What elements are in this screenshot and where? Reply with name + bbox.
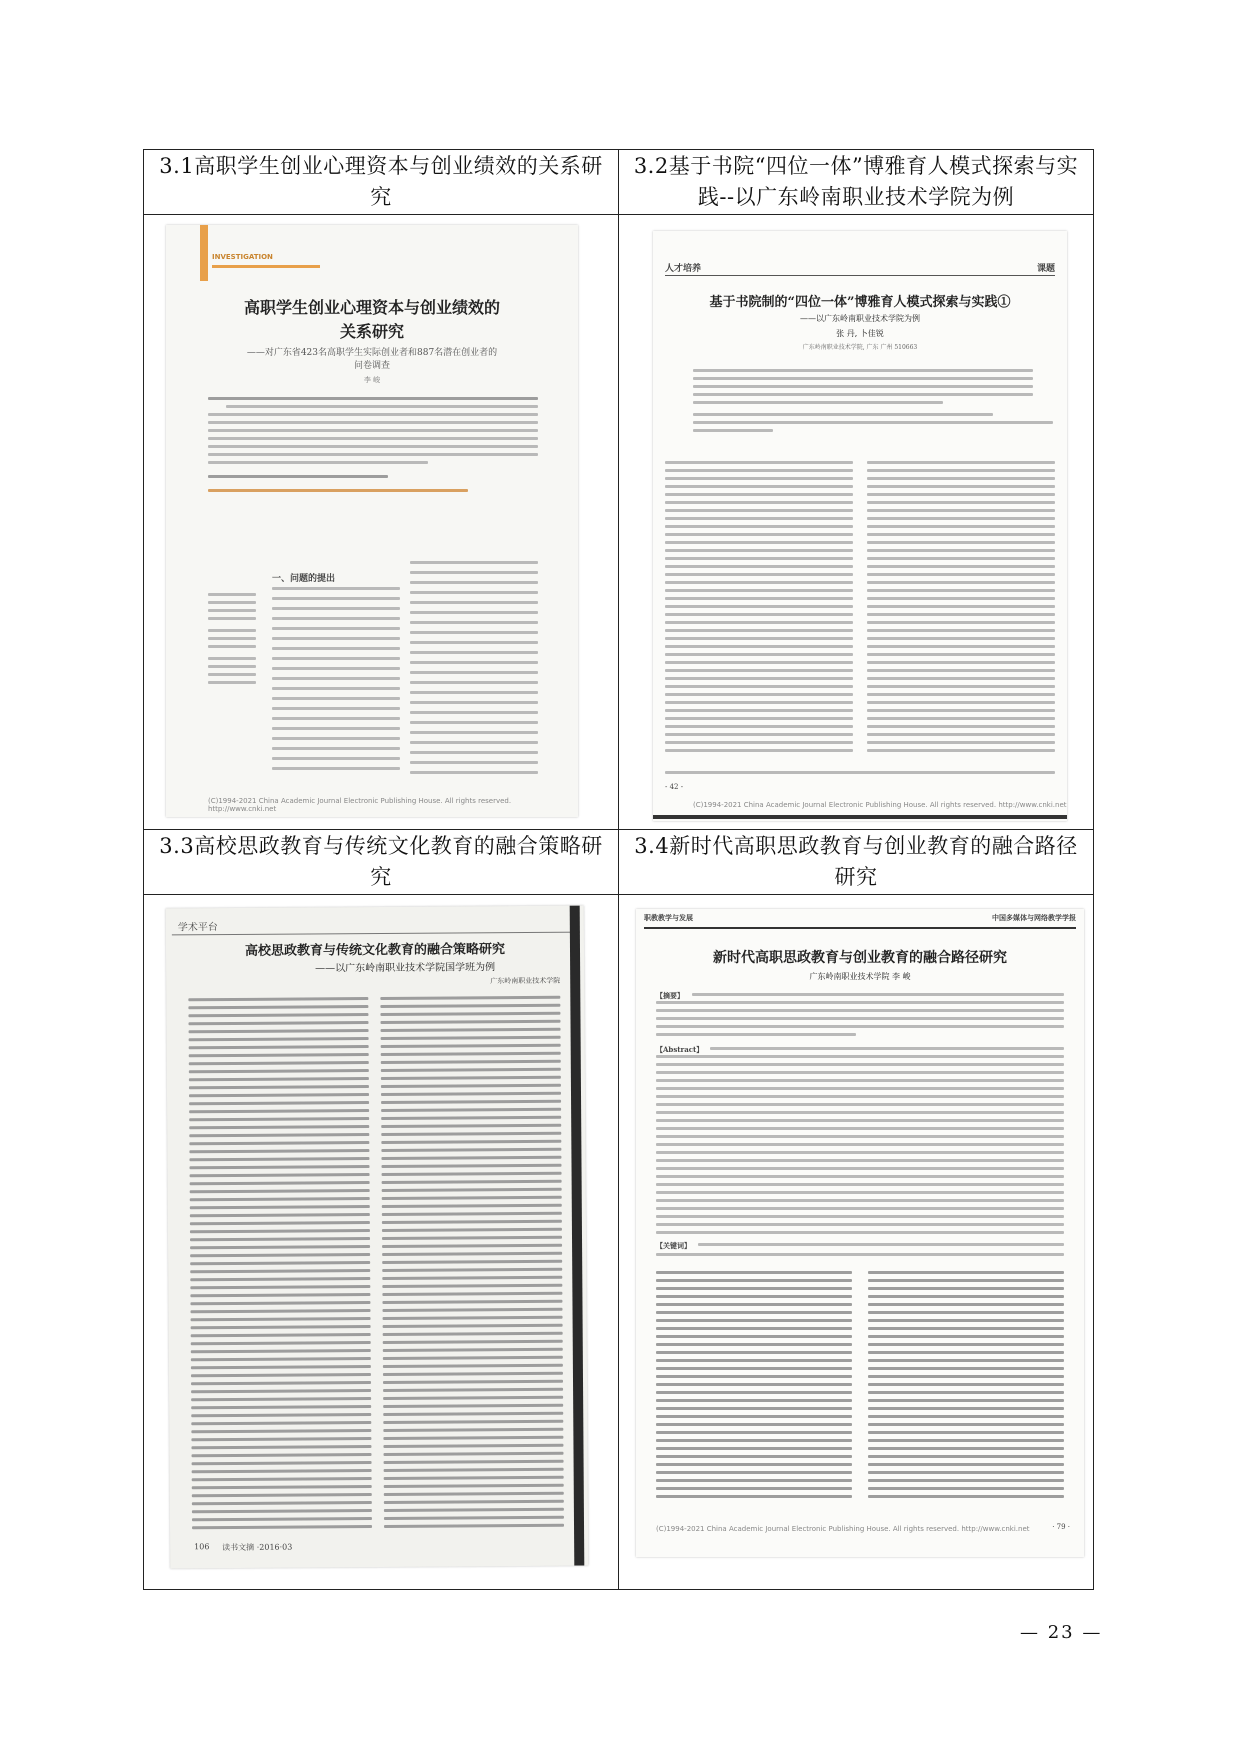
copyright-footer: (C)1994-2021 China Academic Journal Electronic Publishing House. All rights reserved. http://www.cnki.net (693, 801, 1067, 809)
article-thumbnail-1 (166, 225, 578, 817)
section-tag: INVESTIGATION (212, 253, 273, 261)
abstract-en-label: 【Abstract】 (656, 1045, 704, 1054)
copyright-footer: (C)1994-2021 China Academic Journal Electronic Publishing House. All rights reserved. http://www.cnki.net (656, 1525, 1030, 1533)
journal-name: 读书文摘 ·2016·03 (222, 1542, 293, 1553)
article-affiliation: 广东岭南职业技术学院, 广东 广州 510663 (802, 344, 918, 351)
article-thumbnail-2 (653, 231, 1067, 821)
article-affiliation: 广东岭南职业技术学院 (490, 976, 561, 986)
article-subtitle-line2: 问卷调查 (353, 361, 390, 371)
image-cell-3 (144, 895, 619, 1590)
article-thumbnail-3 (166, 906, 589, 1569)
column-tag: 学术平台 (177, 922, 218, 934)
page-number-thumb: · 79 · (1052, 1523, 1070, 1531)
article-title: 基于书院制的“四位一体”博雅育人模式探索与实践① (709, 295, 1011, 310)
article-title: 新时代高职思政教育与创业教育的融合路径研究 (713, 950, 1007, 966)
keywords-label: 【关键词】 (656, 1241, 691, 1250)
image-cell-4 (619, 895, 1094, 1590)
article-subtitle: ——以广东岭南职业技术学院为例 (800, 314, 920, 323)
page-number: — 23 — (1020, 1622, 1103, 1643)
image-cell-1 (144, 215, 619, 830)
article-subtitle-line1: ——对广东省423名高职学生实际创业者和887名潜在创业者的 (246, 348, 498, 358)
article-subtitle: ——以广东岭南职业技术学院国学班为例 (315, 962, 496, 975)
article-author: 李 峻 (363, 376, 381, 384)
caption-cell-4: 3.4新时代高职思政教育与创业教育的融合路径研究 (619, 830, 1094, 895)
header-right: 课题 (1036, 264, 1055, 274)
article-author-line: 广东岭南职业技术学院 李 峻 (809, 972, 911, 981)
journal-page-left: 106 (194, 1542, 210, 1552)
copyright-footer: (C)1994-2021 China Academic Journal Electronic Publishing House. All rights reserved. http://www.cnki.net (208, 797, 512, 813)
article-authors: 张 丹, 卜佳锐 (836, 329, 884, 338)
article-thumbnail-4 (636, 909, 1084, 1557)
header-left: 人才培养 (665, 264, 702, 274)
section-heading: 一、问题的提出 (272, 574, 336, 584)
image-cell-2 (619, 215, 1094, 830)
page-number-thumb: - 42 - (665, 783, 684, 791)
article-title-line1: 高职学生创业心理资本与创业绩效的 (243, 298, 500, 317)
header-left: 职教教学与发展 (644, 913, 693, 922)
article-title: 高校思政教育与传统文化教育的融合策略研究 (244, 942, 506, 959)
article-title-line2: 关系研究 (339, 322, 404, 341)
header-right: 中国多媒体与网络教学学报 (992, 913, 1076, 922)
caption-cell-3: 3.3高校思政教育与传统文化教育的融合策略研究 (144, 830, 619, 895)
caption-cell-1: 3.1高职学生创业心理资本与创业绩效的关系研究 (144, 150, 619, 215)
project-table (143, 149, 1094, 1590)
caption-cell-2: 3.2基于书院“四位一体”博雅育人模式探索与实践--以广东岭南职业技术学院为例 (619, 150, 1094, 215)
abstract-label: 【摘要】 (656, 991, 684, 1000)
